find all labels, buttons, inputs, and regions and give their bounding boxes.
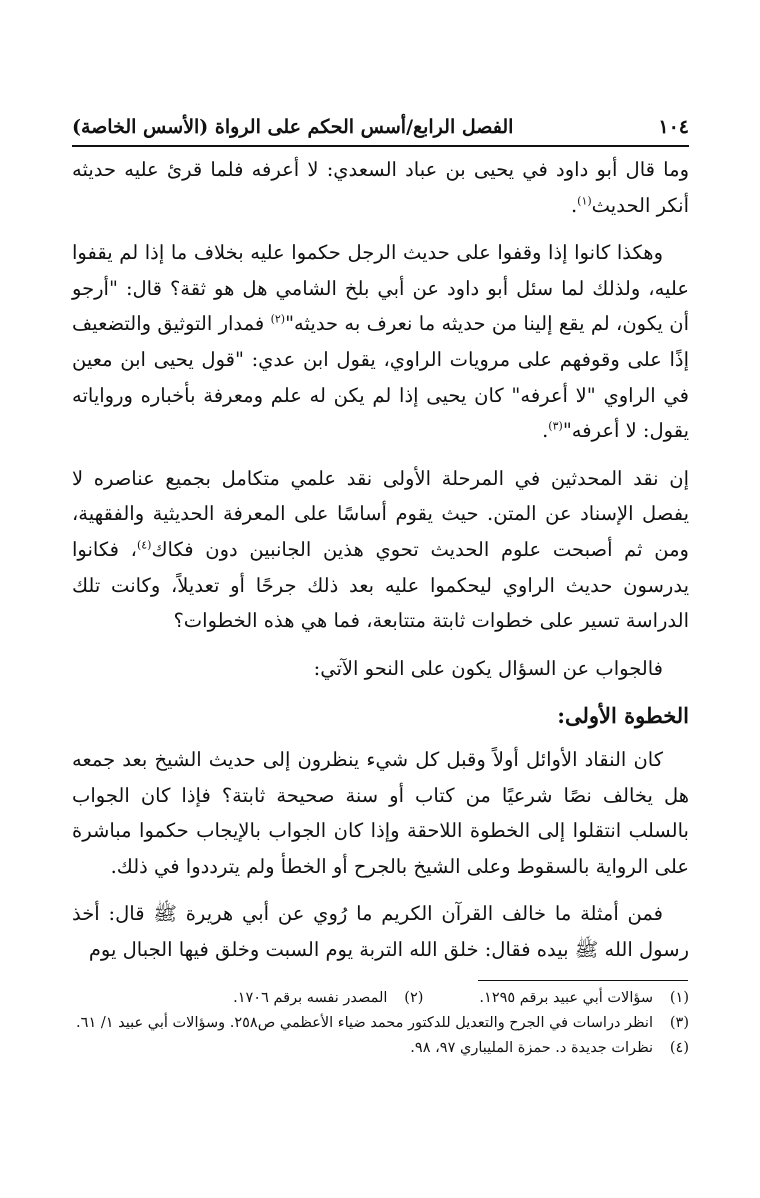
footnote-3 <box>72 1011 689 1036</box>
footnote-text: المصدر نفسه برقم ١٧٠٦. <box>233 990 388 1006</box>
footnote-ref-4: (٤) <box>136 538 152 552</box>
paragraph-2: وهكذا كانوا إذا وقفوا على حديث الرجل حكموا عليه بخلاف ما إذا لم يقفوا عليه، ولذلك لما سئل أبو داود عن أبي بلخ الشامي هل هو ثقة؟ قال: "أرجو أن يكون، لم يقع إلينا من حديثه ما نعرف به حديثه"$^{(٢)}$ فمدار التوثيق والتضعيف إذًا على وقوفهم على مرويات الراوي، يقول ابن عدي: "قول يحيى ابن معين في الراوي "لا أعرفه" كان يحيى إذا لم يكن له علم ومعرفة بأخباره ورواياته يقول: لا أعرفه"$^{(٣)}$. <box>72 241 689 443</box>
footnote-4 <box>72 1036 689 1061</box>
footnote-text: سؤالات أبي عبيد برقم ١٢٩٥. <box>479 990 653 1006</box>
paragraph-3: إن نقد المحدثين في المرحلة الأولى نقد علمي متكامل بجميع عناصره لا يفصل الإسناد عن المتن. حيث يقوم أساسًا على المعرفة الحديثية والفقهية، ومن ثم أصبحت علوم الحديث تحوي هذين الجانبين دون فكاك$^{(٤)}$، فكانوا يدرسون حديث الراوي ليحكموا عليه بعد ذلك جرحًا أو تعديلاً، وكانت تلك الدراسة تسير على خطوات ثابتة متتابعة، فما هي هذه الخطوات؟ <box>72 466 689 633</box>
chapter-title: الفصل الرابع/أسس الحكم على الرواة (الأسس الخاصة) <box>72 116 514 138</box>
paragraph-5: كان النقاد الأوائل أولاً وقبل كل شيء ينظرون إلى حديث الشيخ بعد جمعه هل يخالف نصًا شرعيًا من كتاب أو سنة صحيحة ثابتة؟ فإذا كان الجواب بالسلب انتقلوا إلى الخطوة اللاحقة وإذا كان الجواب بالإيجاب حكموا مباشرة على الرواية بالسقوط وعلى الشيخ بالجرح أو الخطأ ولم يترددوا في ذلك. <box>72 747 689 878</box>
footnotes <box>72 986 689 1061</box>
footnote-row-1-2 <box>72 986 689 1011</box>
footnote-text: نظرات جديدة د. حمزة المليباري ٩٧، ٩٨. <box>410 1040 653 1056</box>
footnote-number: (٣) <box>669 1015 689 1031</box>
footnote-number: (٢) <box>404 990 424 1006</box>
page-number: ١٠٤ <box>658 116 689 138</box>
footnote-1 <box>479 986 689 1011</box>
footnote-ref-1: (١) <box>577 194 592 208</box>
paragraph-4: فالجواب عن السؤال يكون على النحو الآتي: <box>313 656 663 680</box>
header-rule <box>72 145 689 147</box>
footnote-2 <box>233 986 423 1011</box>
running-header <box>72 112 689 142</box>
footnote-number: (٤) <box>669 1040 689 1056</box>
section-heading: الخطوة الأولى: <box>557 703 689 729</box>
paragraph-6: فمن أمثلة ما خالف القرآن الكريم ما رُوي عن أبي هريرة ﷺ قال: أخذ رسول الله ﷺ بيده فقال: خلق الله التربة يوم السبت وخلق فيها الجبال يوم <box>72 902 689 961</box>
paragraph-1: وما قال أبو داود في يحيى بن عباد السعدي: لا أعرفه فلما قرئ عليه حديثه أنكر الحديث$^{(١)}$. <box>72 158 689 217</box>
footnote-ref-3: (٣) <box>548 419 563 433</box>
footnote-number: (١) <box>669 990 689 1006</box>
footnote-text: انظر دراسات في الجرح والتعديل للدكتور محمد ضياء الأعظمي ص٢٥٨. وسؤالات أبي عبيد ١/ ٦١. <box>76 1015 653 1031</box>
footnote-rule <box>478 980 688 981</box>
main-text <box>72 152 689 979</box>
footnote-ref-2: (٢) <box>270 312 286 326</box>
